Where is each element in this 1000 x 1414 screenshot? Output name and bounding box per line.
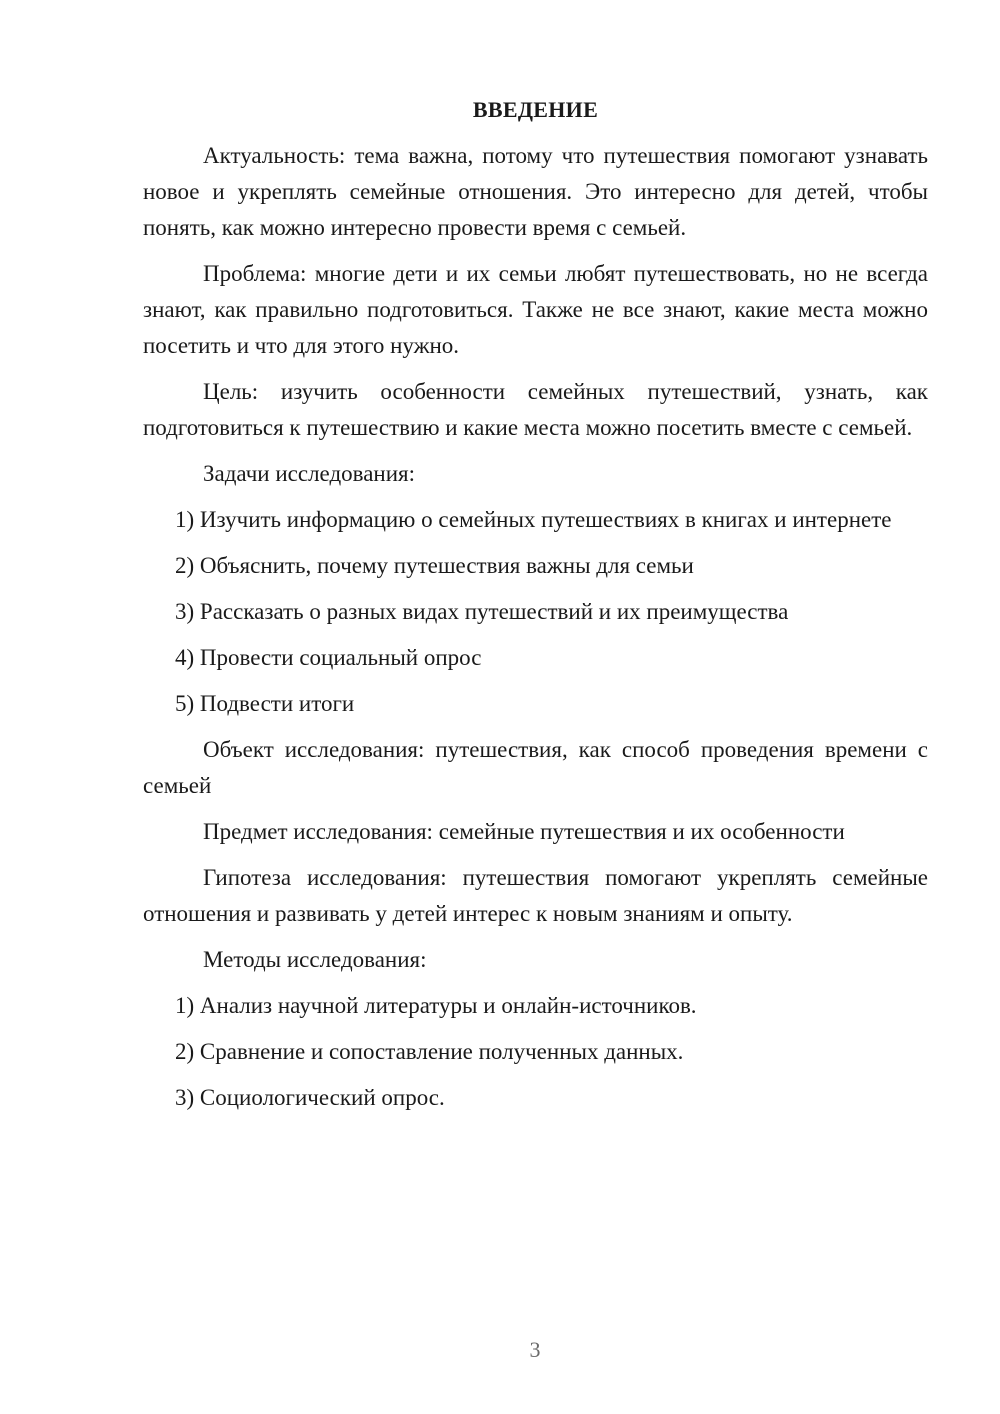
page-content xyxy=(143,92,928,1126)
paragraph-subject: Предмет исследования: семейные путешествия и их особенности xyxy=(203,819,845,844)
task-item-1: 1) Изучить информацию о семейных путешествиях в книгах и интернете xyxy=(175,507,892,532)
task-item-2: 2) Объяснить, почему путешествия важны для семьи xyxy=(175,553,694,578)
task-item-4: 4) Провести социальный опрос xyxy=(175,645,482,670)
page-number: 3 xyxy=(529,1337,541,1362)
paragraph-methods-heading: Методы исследования: xyxy=(203,947,427,972)
paragraph-problem: Проблема: многие дети и их семьи любят путешествовать, но не всегда знают, как правильно подготовиться. Также не все знают, какие места можно посетить и что для этого нужно. xyxy=(143,261,928,358)
method-item-2: 2) Сравнение и сопоставление полученных данных. xyxy=(175,1039,684,1064)
paragraph-relevance: Актуальность: тема важна, потому что путешествия помогают узнавать новое и укреплять семейные отношения. Это интересно для детей, чтобы понять, как можно интересно провести время с семьей. xyxy=(143,143,928,240)
paragraph-tasks-heading: Задачи исследования: xyxy=(203,461,416,486)
method-item-3: 3) Социологический опрос. xyxy=(175,1085,445,1110)
task-item-5: 5) Подвести итоги xyxy=(175,691,355,716)
paragraph-goal: Цель: изучить особенности семейных путешествий, узнать, как подготовиться к путешествию и какие места можно посетить вместе с семьей. xyxy=(143,379,928,440)
paragraph-object: Объект исследования: путешествия, как способ проведения времени с семьей xyxy=(143,737,928,798)
section-title: ВВЕДЕНИЕ xyxy=(472,97,599,122)
task-item-3: 3) Рассказать о разных видах путешествий и их преимущества xyxy=(175,599,789,624)
paragraph-hypothesis: Гипотеза исследования: путешествия помогают укреплять семейные отношения и развивать у детей интерес к новым знаниям и опыту. xyxy=(143,865,928,926)
method-item-1: 1) Анализ научной литературы и онлайн-источников. xyxy=(175,993,697,1018)
